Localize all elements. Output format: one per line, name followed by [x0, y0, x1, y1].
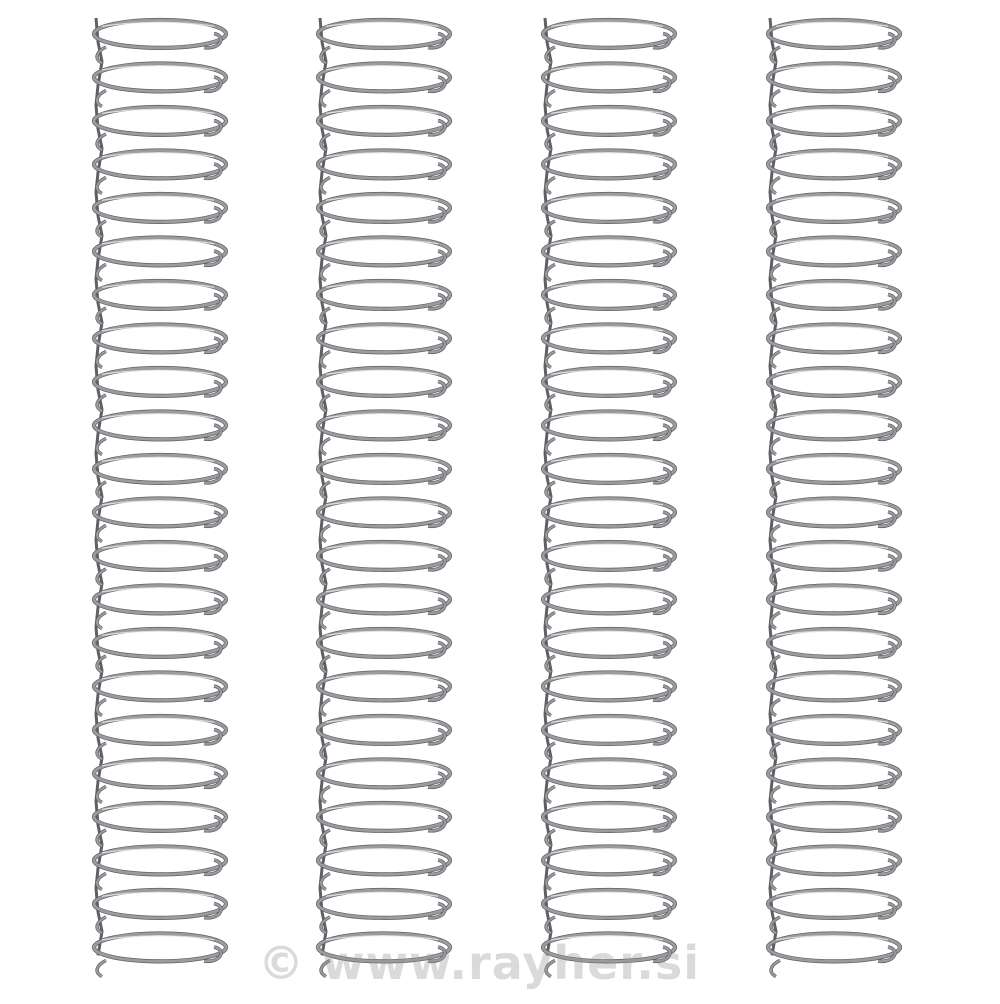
wire-loop: [768, 238, 900, 281]
wire-loop: [94, 934, 226, 977]
wire-loop: [94, 325, 226, 368]
wire-loop: [94, 498, 226, 541]
binding-comb: [768, 18, 900, 977]
wire-loop: [94, 20, 226, 63]
wire-loop: [94, 151, 226, 194]
wire-loop: [768, 412, 900, 455]
wire-loop: [94, 716, 226, 759]
wire-loop: [543, 716, 675, 759]
wire-loop: [94, 281, 226, 324]
wire-loop: [94, 455, 226, 498]
wire-loop: [94, 194, 226, 237]
wire-loop: [318, 760, 450, 803]
wire-loop: [543, 890, 675, 933]
wire-loop: [543, 803, 675, 846]
wire-loop: [543, 629, 675, 672]
wire-loop: [768, 64, 900, 107]
wire-loop: [318, 629, 450, 672]
wire-loop: [543, 455, 675, 498]
wire-loop: [768, 281, 900, 324]
wire-loop: [543, 673, 675, 716]
wire-loop: [318, 325, 450, 368]
wire-loop: [543, 498, 675, 541]
wire-loop: [318, 542, 450, 585]
wire-loop: [543, 281, 675, 324]
wire-loop: [768, 847, 900, 890]
wire-loop: [94, 803, 226, 846]
wire-loop: [543, 107, 675, 150]
wire-loop: [543, 151, 675, 194]
wire-loop: [94, 890, 226, 933]
wire-loop: [94, 412, 226, 455]
wire-loop: [318, 151, 450, 194]
wire-loop: [318, 455, 450, 498]
wire-loop: [94, 107, 226, 150]
wire-loop: [768, 151, 900, 194]
binding-comb: [94, 18, 226, 977]
wire-loop: [94, 629, 226, 672]
wire-loop: [543, 412, 675, 455]
wire-loop: [768, 107, 900, 150]
binding-comb: [543, 18, 675, 977]
wire-loop: [318, 238, 450, 281]
wire-loop: [318, 847, 450, 890]
wire-loop: [94, 847, 226, 890]
wire-loop: [768, 498, 900, 541]
wire-loop: [94, 238, 226, 281]
wire-loop: [768, 716, 900, 759]
wire-loop: [768, 803, 900, 846]
wire-loop: [543, 64, 675, 107]
wire-loop: [768, 368, 900, 411]
wire-loop: [94, 760, 226, 803]
wire-loop: [543, 325, 675, 368]
wire-loop: [318, 20, 450, 63]
wire-loop: [768, 586, 900, 629]
wire-loop: [768, 20, 900, 63]
wire-loop: [94, 368, 226, 411]
wire-loop: [543, 20, 675, 63]
wire-loop: [543, 934, 675, 977]
wire-loop: [768, 629, 900, 672]
wire-loop: [543, 847, 675, 890]
wire-loop: [768, 455, 900, 498]
wire-loop: [543, 368, 675, 411]
wire-loop: [318, 673, 450, 716]
wire-loop: [318, 803, 450, 846]
wire-loop: [543, 194, 675, 237]
wire-loop: [768, 325, 900, 368]
wire-loop: [768, 542, 900, 585]
wire-loop: [94, 64, 226, 107]
wire-loop: [768, 890, 900, 933]
wire-loop: [318, 107, 450, 150]
binding-comb: [318, 18, 450, 977]
wire-loop: [768, 760, 900, 803]
wire-loop: [768, 934, 900, 977]
wire-loop: [94, 542, 226, 585]
wire-loop: [543, 238, 675, 281]
wire-loop: [318, 368, 450, 411]
wire-loop: [543, 542, 675, 585]
wire-loop: [768, 673, 900, 716]
watermark-text: © www.rayher.si: [258, 936, 701, 990]
wire-loop: [318, 194, 450, 237]
wire-loop: [318, 586, 450, 629]
wire-loop: [318, 281, 450, 324]
wire-loop: [94, 673, 226, 716]
wire-loop: [94, 586, 226, 629]
wire-loop: [318, 412, 450, 455]
wire-loop: [318, 716, 450, 759]
wire-loop: [768, 194, 900, 237]
wire-loop: [318, 934, 450, 977]
wire-loop: [543, 586, 675, 629]
wire-loop: [543, 760, 675, 803]
wire-loop: [318, 890, 450, 933]
wire-loop: [318, 64, 450, 107]
wire-loop: [318, 498, 450, 541]
